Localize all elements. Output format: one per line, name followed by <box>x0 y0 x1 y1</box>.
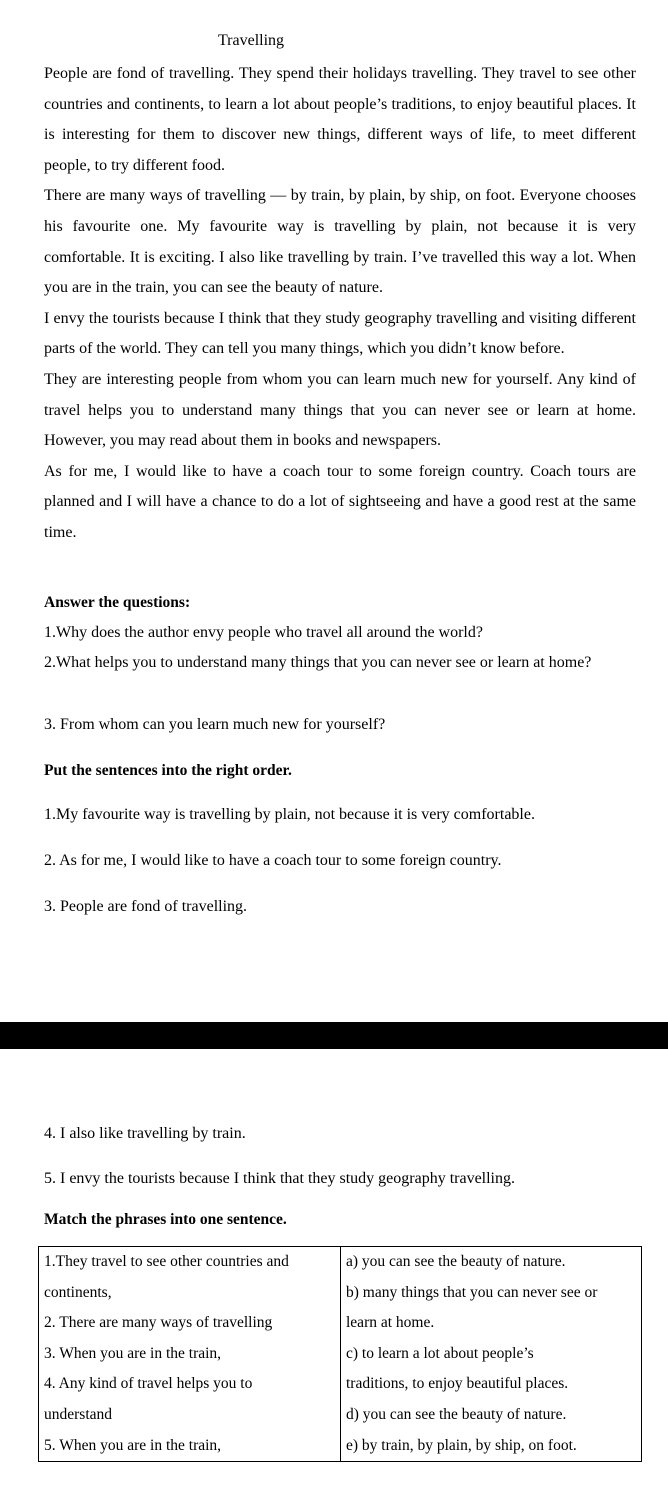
cell-text: 5. When you are in the train, <box>44 1436 222 1454</box>
cell-text: understand <box>44 1405 113 1423</box>
cell-text: 2. There are many ways of travelling <box>44 1314 273 1332</box>
text-title: Travelling <box>217 32 285 49</box>
cell-text: learn at home. <box>346 1314 435 1332</box>
cell-text: d) you can see the beauty of nature. <box>346 1405 567 1423</box>
match-table <box>38 1246 642 1462</box>
cell-text: 4. Any kind of travel helps you to <box>44 1375 253 1393</box>
order-item: 2. As for me, I would like to have a coach tour to some foreign country. <box>44 852 502 869</box>
cell-text: e) by train, by plain, by ship, on foot. <box>346 1436 577 1454</box>
text-body <box>44 59 636 549</box>
cell-text: 3. When you are in the train, <box>44 1344 222 1362</box>
black-divider-bar <box>0 1022 668 1049</box>
questions-heading: Answer the questions: <box>44 594 191 611</box>
paragraph: I envy the tourists because I think that they study geography travelling and visiting different parts of the world. They can tell you many things, which you didn’t know before. <box>44 309 636 358</box>
order-item: 3. People are fond of travelling. <box>44 898 248 915</box>
paragraph: They are interesting people from whom you can learn much new for yourself. Any kind of travel helps you to understand many things that you can never see or learn at home. However, you may read about them in books and newspapers. <box>44 370 636 450</box>
order-item: 4. I also like travelling by train. <box>44 1125 246 1142</box>
cell-text: b) many things that you can never see or <box>346 1283 598 1301</box>
table-cell-right <box>341 1247 642 1462</box>
cell-text: 1.They travel to see other countries and <box>44 1253 289 1270</box>
cell-text: continents, <box>44 1283 112 1301</box>
question-item: 1.Why does the author envy people who travel all around the world? <box>44 624 483 641</box>
order-item: 5. I envy the tourists because I think that they study geography travelling. <box>44 1170 515 1187</box>
order-item: 1.My favourite way is travelling by plain, not because it is very comfortable. <box>44 806 535 823</box>
cell-text: c) to learn a lot about people’s <box>346 1344 534 1362</box>
paragraph: As for me, I would like to have a coach tour to some foreign country. Coach tours are planned and I will have a chance to do a lot of sightseeing and have a good rest at the same time. <box>44 462 636 541</box>
paragraph: People are fond of travelling. They spend their holidays travelling. They travel to see other countries and continents, to learn a lot about people’s traditions, to enjoy beautiful places. It is interesting for them to discover new things, different ways of life, to meet different people, to try different food. <box>44 65 636 174</box>
table-cell-left <box>39 1247 341 1462</box>
paragraph: There are many ways of travelling — by train, by plain, by ship, on foot. Everyone chooses his favourite one. My favourite way is travelling by plain, not because it is very comfortable. It is exciting. I also like travelling by train. I’ve travelled this way a lot. When you are in the train, you can see the beauty of nature. <box>44 187 636 297</box>
match-heading: Match the phrases into one sentence. <box>44 1211 287 1228</box>
table-row <box>39 1247 642 1462</box>
question-item: 3. From whom can you learn much new for yourself? <box>44 716 386 733</box>
cell-text: traditions, to enjoy beautiful places. <box>346 1375 569 1393</box>
order-heading: Put the sentences into the right order. <box>44 762 292 779</box>
question-item: 2.What helps you to understand many things that you can never see or learn at home? <box>44 654 592 671</box>
cell-text: a) you can see the beauty of nature. <box>346 1253 566 1270</box>
